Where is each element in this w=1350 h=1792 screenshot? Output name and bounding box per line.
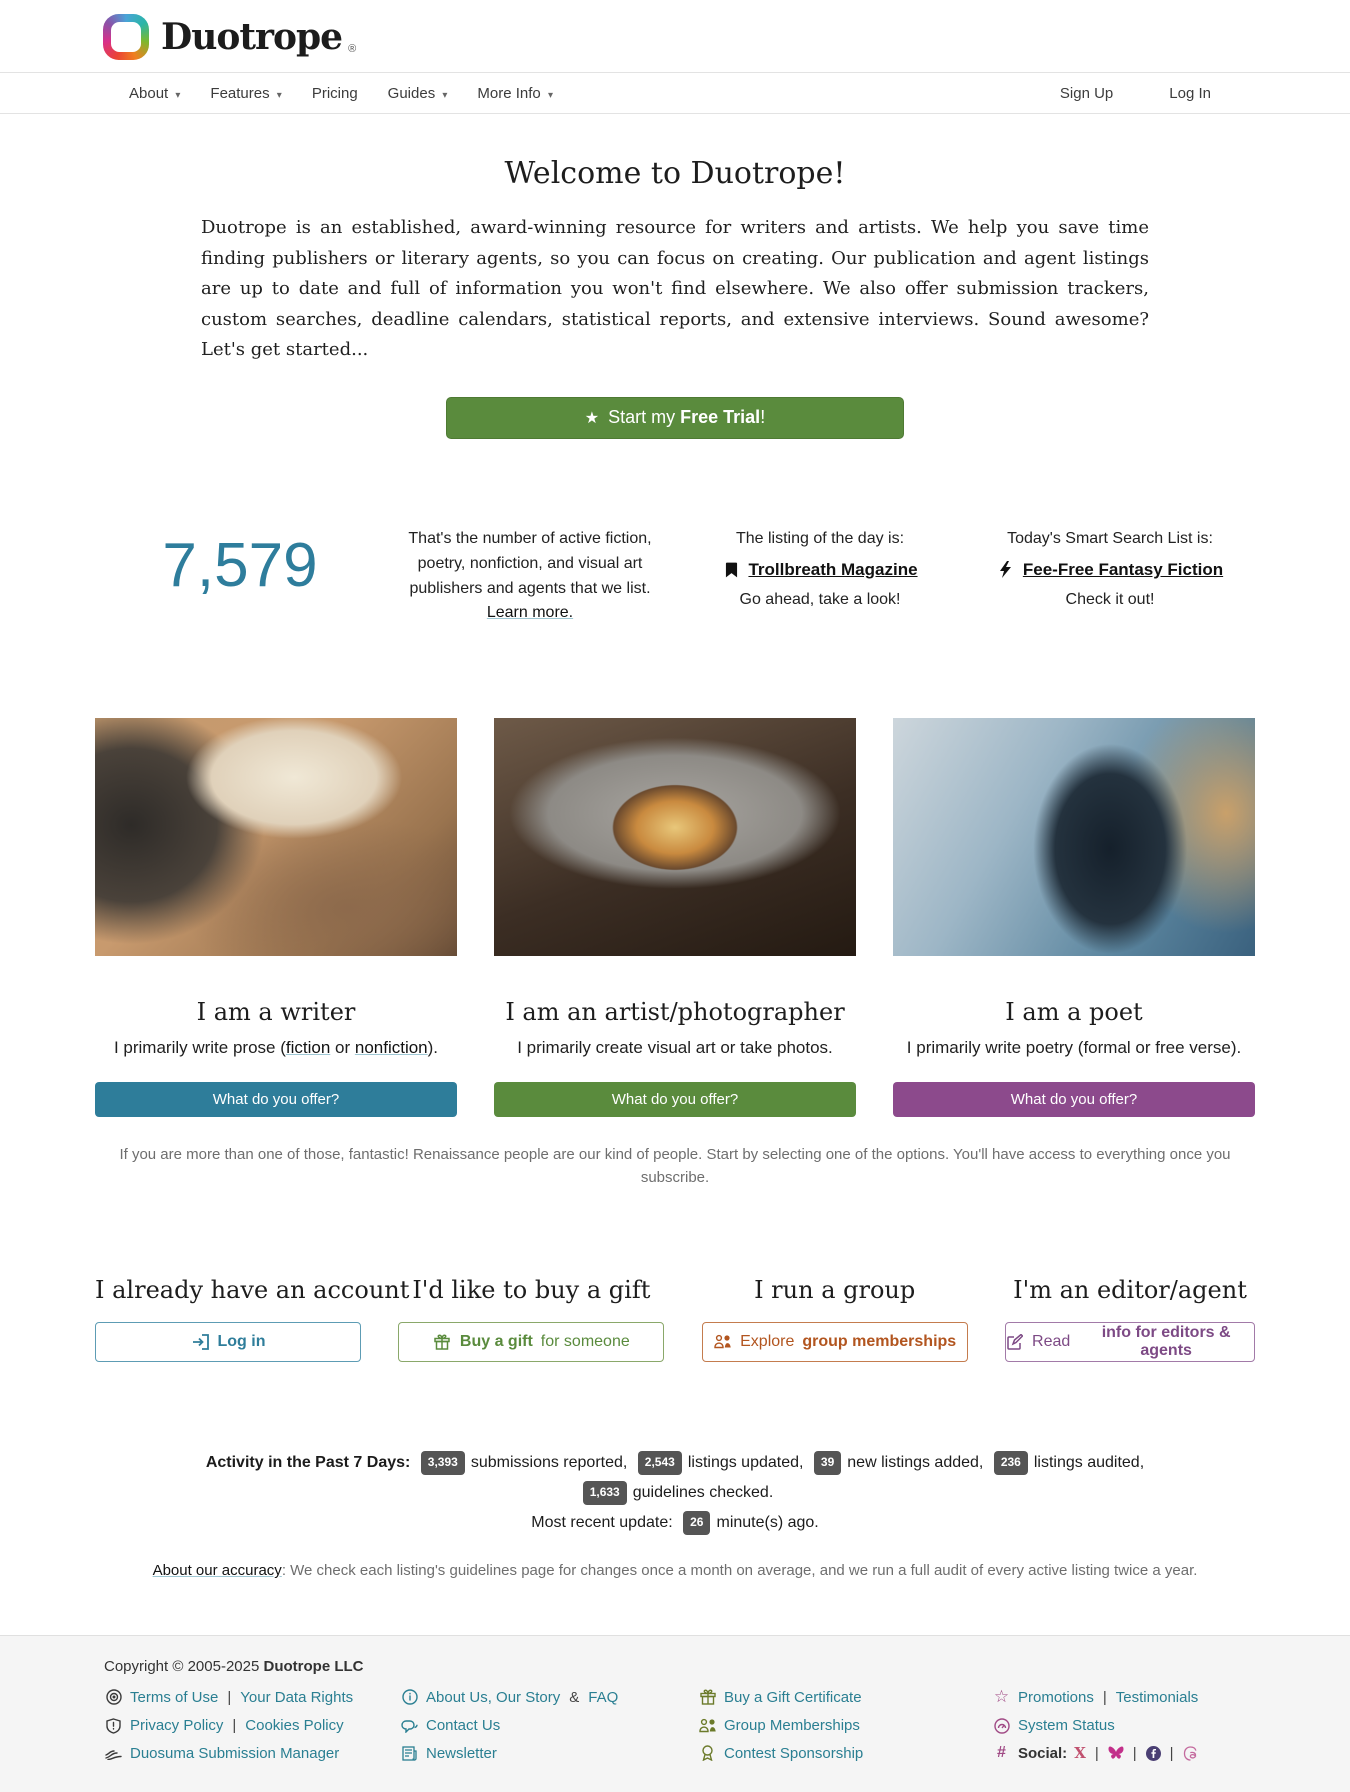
footer-contest-cell: [698, 1744, 992, 1762]
persona-cards: [95, 718, 1255, 1117]
footer-about-cell: About Us, Our Story & FAQ: [400, 1687, 698, 1707]
nav-features[interactable]: Features ▾: [210, 84, 282, 102]
duotrope-logo[interactable]: [95, 14, 356, 60]
gauge-icon: [992, 1718, 1011, 1734]
brand-name: Duotrope: [161, 16, 343, 58]
options-row: [95, 1276, 1255, 1362]
gift-icon: [698, 1689, 717, 1705]
group-icon: [698, 1718, 717, 1733]
footer-groups-cell: [698, 1717, 992, 1734]
newspaper-icon: [400, 1746, 419, 1761]
artist-desc: I primarily create visual art or take photos.: [517, 1038, 833, 1058]
smart-search-label: Today's Smart Search List is:: [1007, 529, 1213, 547]
testimonials-link[interactable]: Testimonials: [1115, 1688, 1199, 1706]
activity-label: Activity in the Past 7 Days:: [205, 1453, 411, 1471]
group-memberships-button[interactable]: Explore group memberships: [702, 1322, 968, 1362]
count-caption-column: [385, 527, 675, 626]
poet-desc: I primarily write poetry (formal or free verse).: [906, 1038, 1242, 1058]
group-title: I run a group: [754, 1275, 916, 1304]
listing-count-column: [95, 527, 385, 626]
editor-info-button[interactable]: Read info for editors & agents: [1005, 1322, 1255, 1362]
nav-about[interactable]: About ▾: [129, 84, 181, 102]
log-in-link[interactable]: Log In: [1169, 84, 1211, 102]
promotions-link[interactable]: Promotions: [1018, 1688, 1094, 1706]
free-trial-button[interactable]: ★ Start my Free Trial!: [446, 397, 904, 439]
activity-line-3: Most recent update: 26 minute(s) ago.: [95, 1510, 1255, 1536]
listings-updated-badge: 2,543: [638, 1451, 682, 1475]
account-title: I already have an account: [95, 1275, 410, 1304]
threads-icon[interactable]: [1183, 1746, 1198, 1761]
group-icon: [713, 1334, 732, 1349]
artist-offer-button[interactable]: What do you offer?: [494, 1082, 856, 1117]
intro-paragraph: Duotrope is an established, award-winning resource for writers and artists. We help you save time finding publishers or literary agents, so you can focus on creating. Our publication and agent listings are up to date and full of information you won't find elsewhere. We also offer submission trackers, custom searches, deadline calendars, statistical reports, and extensive interviews. Sound awesome? Let's get started...: [201, 217, 1149, 361]
new-listings-badge: 39: [814, 1451, 841, 1475]
gift-option: [398, 1276, 664, 1362]
gift-certificate-link[interactable]: Buy a Gift Certificate: [724, 1688, 862, 1706]
system-status-link[interactable]: System Status: [1018, 1717, 1115, 1735]
nav-more-info[interactable]: More Info ▾: [477, 84, 553, 102]
guidelines-checked-badge: 1,633: [583, 1481, 627, 1505]
poet-photo: [893, 718, 1255, 956]
registered-mark: ®: [348, 43, 357, 55]
footer-promotions-cell: ☆ Promotions | Testimonials: [993, 1687, 1199, 1707]
duosuma-link[interactable]: Duosuma Submission Manager: [130, 1744, 340, 1762]
star-icon: ★: [584, 409, 600, 427]
log-in-button[interactable]: Log in: [95, 1322, 361, 1362]
writer-title: I am a writer: [196, 998, 356, 1027]
writer-photo: [95, 718, 457, 956]
faq-link[interactable]: FAQ: [588, 1688, 619, 1706]
recent-update-badge: 26: [683, 1511, 710, 1535]
bluesky-icon[interactable]: [1108, 1746, 1124, 1760]
terms-of-use-link[interactable]: Terms of Use: [130, 1688, 219, 1706]
artist-card: [494, 718, 856, 1117]
fiction-link[interactable]: fiction: [285, 1038, 331, 1058]
footer-newsletter-cell: [400, 1744, 698, 1762]
main-content: [95, 156, 1255, 1579]
listing-of-day-label: The listing of the day is:: [735, 529, 905, 547]
duotrope-logo-icon: [103, 14, 149, 60]
contact-us-link[interactable]: Contact Us: [426, 1717, 501, 1735]
footer-contact-cell: [400, 1717, 698, 1734]
social-label: Social:: [1018, 1744, 1068, 1762]
site-footer: [0, 1635, 1350, 1792]
account-option: [95, 1275, 410, 1362]
activity-summary: [95, 1450, 1255, 1537]
poet-title: I am a poet: [1005, 998, 1143, 1027]
hand-icon: [104, 1746, 123, 1760]
footer-status-cell: [992, 1717, 1255, 1734]
info-icon: [400, 1689, 419, 1705]
login-icon: [191, 1334, 210, 1350]
lightning-icon: [997, 561, 1016, 578]
listing-of-day-sub: Go ahead, take a look!: [739, 591, 901, 609]
main-nav: [0, 72, 1350, 114]
shield-icon: [104, 1718, 123, 1734]
page-title: Welcome to Duotrope!: [504, 156, 846, 191]
newsletter-link[interactable]: Newsletter: [426, 1744, 497, 1762]
site-header: [95, 0, 1255, 72]
editor-title: I'm an editor/agent: [1013, 1275, 1247, 1304]
renaissance-note: If you are more than one of those, fantastic! Renaissance people are our kind of people. Start by selecting one of the options. You'll have access to everything once you subscribe.: [119, 1146, 1231, 1187]
learn-more-link[interactable]: Learn more.: [486, 604, 574, 622]
accuracy-note: About our accuracy: We check each listing's guidelines page for changes once a month on average, and we run a full audit of every active listing twice a year.: [152, 1562, 1198, 1580]
stats-row: [95, 527, 1255, 626]
contest-sponsorship-link[interactable]: Contest Sponsorship: [724, 1744, 864, 1762]
footer-gift-cell: [698, 1687, 992, 1707]
hash-icon: #: [997, 1744, 1006, 1762]
chevron-down-icon: ▾: [442, 89, 448, 101]
poet-card: [893, 718, 1255, 1117]
listing-of-day-column: [675, 527, 965, 626]
smart-search-link[interactable]: Fee-Free Fantasy Fiction: [1022, 559, 1224, 579]
activity-line-1: Activity in the Past 7 Days: 3,393 submissions reported, 2,543 listings updated, 39 new listings added, 236 listings audited,: [95, 1450, 1255, 1476]
nav-guides[interactable]: Guides ▾: [387, 84, 448, 102]
footer-privacy-cell: Privacy Policy | Cookies Policy: [104, 1717, 400, 1734]
listing-of-day-link[interactable]: Trollbreath Magazine: [748, 559, 918, 579]
gift-title: I'd like to buy a gift: [412, 1275, 651, 1304]
editor-option: [1005, 1276, 1255, 1362]
writer-card: [95, 718, 457, 1117]
listings-audited-badge: 236: [994, 1451, 1028, 1475]
gift-icon: [433, 1334, 452, 1350]
footer-duosuma-cell: [104, 1744, 400, 1762]
copyright: Copyright © 2005-2025 Duotrope LLC: [104, 1658, 364, 1676]
poet-offer-button[interactable]: What do you offer?: [893, 1082, 1255, 1117]
nav-pricing[interactable]: Pricing: [311, 84, 358, 102]
data-rights-link[interactable]: Your Data Rights: [240, 1688, 354, 1706]
about-accuracy-link[interactable]: About our accuracy: [152, 1562, 282, 1580]
submissions-count-badge: 3,393: [421, 1451, 465, 1475]
about-us-link[interactable]: About Us, Our Story: [426, 1688, 561, 1706]
bookmark-icon: [722, 562, 741, 578]
footer-terms-cell: Terms of Use | Your Data Rights: [104, 1687, 400, 1707]
count-caption: That's the number of active fiction, poetry, nonfiction, and visual art publishers and agents that we list.: [408, 529, 652, 597]
chat-icon: [400, 1718, 419, 1733]
writer-offer-button[interactable]: What do you offer?: [95, 1082, 457, 1117]
artist-title: I am an artist/photographer: [505, 998, 845, 1027]
smart-search-sub: Check it out!: [1065, 591, 1155, 609]
facebook-icon[interactable]: [1146, 1746, 1161, 1761]
nonfiction-link[interactable]: nonfiction: [354, 1038, 428, 1058]
sign-up-link[interactable]: Sign Up: [1059, 84, 1114, 102]
chevron-down-icon: ▾: [547, 89, 553, 101]
chevron-down-icon: ▾: [175, 89, 181, 101]
target-icon: [104, 1689, 123, 1705]
group-option: [702, 1276, 968, 1362]
award-icon: [698, 1745, 717, 1761]
writer-desc: I primarily write prose (fiction or nonfiction).: [113, 1038, 439, 1058]
smart-search-column: [965, 527, 1255, 626]
edit-icon: [1006, 1334, 1024, 1350]
active-listings-count: 7,579: [162, 530, 318, 600]
group-memberships-link[interactable]: Group Memberships: [724, 1717, 860, 1735]
artist-photo: [494, 718, 856, 956]
star-outline-icon: ☆: [993, 1687, 1010, 1707]
activity-line-2: 1,633 guidelines checked.: [95, 1480, 1255, 1506]
privacy-policy-link[interactable]: Privacy Policy: [130, 1717, 224, 1735]
buy-gift-button[interactable]: Buy a gift for someone: [398, 1322, 664, 1362]
cookies-policy-link[interactable]: Cookies Policy: [245, 1717, 344, 1735]
footer-social-cell: # Social: X | | |: [992, 1744, 1255, 1762]
x-twitter-icon[interactable]: X: [1074, 1744, 1086, 1763]
chevron-down-icon: ▾: [276, 89, 282, 101]
